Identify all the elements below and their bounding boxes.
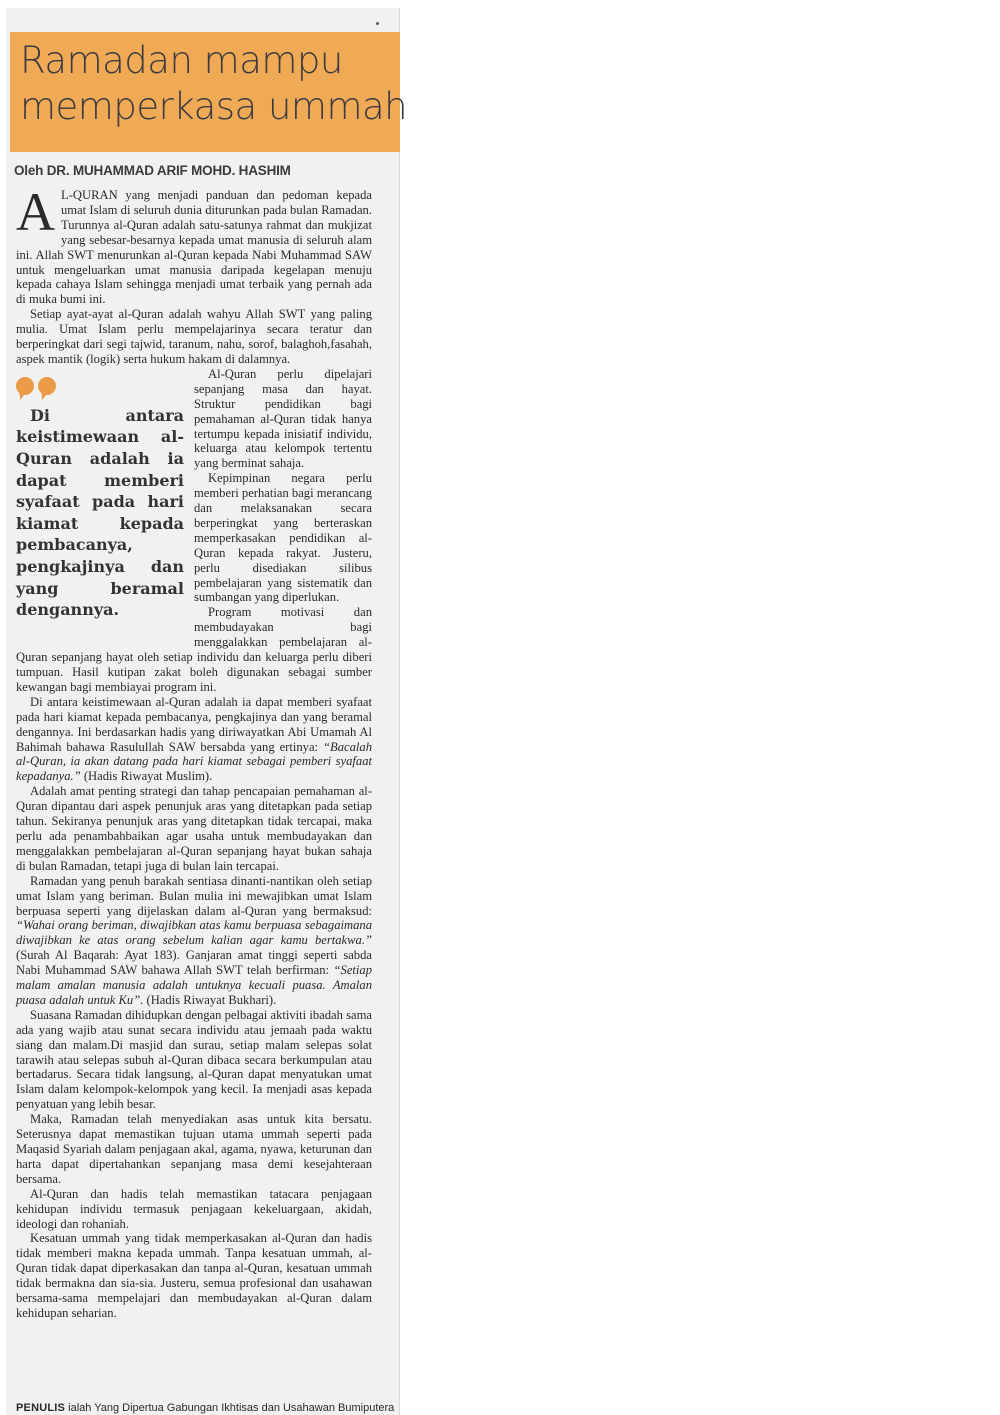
- paragraph-5: Program motivasi dan membudayakan bagi menggalakkan pembelajaran al-Quran sepanjang hayat oleh setiap individu dan keluarga perlu diberi tumpuan. Hasil kutipan zakat boleh digunakan sebagai sumber kewangan bagi membiayai program ini.: [16, 605, 372, 694]
- byline: Oleh DR. MUHAMMAD ARIF MOHD. HASHIM: [14, 163, 291, 178]
- paragraph-1-text: L-QURAN yang menjadi panduan dan pedoman kepada umat Islam di seluruh dunia diturunkan pada bulan Ramadan. Turunnya al-Quran adalah satu-satunya rahmat dan mukjizat yang sebesar-besarnya kepada umat manusia di seluruh alam ini. Allah SWT menurunkan al-Quran kepada Nabi Muhammad SAW untuk mengeluarkan umat manusia daripada kegelapan menuju kepada cahaya Islam sehingga menjadi umat terbaik yang pernah ada di muka bumi ini.: [16, 188, 372, 307]
- paragraph-8-tail: (Hadis Riwayat Bukhari).: [143, 992, 277, 1007]
- pull-quote-text: Di antara keistimewaan al-Quran adalah ia dapat memberi syafaat pada hari kiamat kepada pembacanya, pengkajinya dan yang beramal dengannya.: [16, 405, 184, 620]
- paragraph-10: Maka, Ramadan telah menyediakan asas untuk kita bersatu. Seterusnya dapat memastikan tujuan utama ummah seperti pada Maqasid Syariah dalam penjagaan akal, agama, nyawa, keturunan dan harta dapat dipertahankan sepanjang masa demi kesejahteraan bersama.: [16, 1112, 372, 1186]
- paragraph-12: Kesatuan ummah yang tidak memperkasakan al-Quran dan hadis tidak memberi makna kepada ummah. Tanpa kesatuan ummah, al-Quran tidak dapat diperkasakan dan tanpa al-Quran, kesatuan ummah tidak bermakna dan sia-sia. Justeru, semua profesional dan usahawan bersama-sama mempelajari dan membudayakan al-Quran dalam kehidupan seharian.: [16, 1231, 372, 1320]
- headline-line-2: memperkasa ummah: [20, 85, 408, 128]
- article-headline: [20, 38, 408, 130]
- paragraph-6: [16, 695, 372, 784]
- writer-note: [16, 1402, 396, 1414]
- headline-line-1: Ramadan mampu: [20, 39, 343, 82]
- paragraph-1: [16, 182, 372, 307]
- paragraph-7: Adalah amat penting strategi dan tahap pencapaian pemahaman al-Quran dipantau dari aspek penunjuk aras yang ditetapkan pada setiap tahun. Sekiranya penunjuk aras yang ditetapkan tidak tercapai, maka perlu ada penambahbaikan agar usaha untuk membudayakan dan menggalakkan pembelajaran al-Quran sepanjang hayat bukan sahaja di bulan Ramadan, tetapi juga di bulan lain tercapai.: [16, 784, 372, 873]
- article-body: [16, 182, 372, 1321]
- drop-cap: A: [16, 182, 55, 242]
- pull-quote: [16, 373, 184, 643]
- quran-verse-quote: “Wahai orang beriman, diwajibkan atas kamu berpuasa sebagaimana diwajibkan ke atas orang sebelum kalian agar kamu bertakwa.”: [16, 918, 372, 948]
- paragraph-6-tail: (Hadis Riwayat Muslim).: [80, 769, 213, 784]
- quote-mark-icon: [38, 377, 56, 395]
- paper-speck: [376, 22, 379, 25]
- paragraph-2: Setiap ayat-ayat al-Quran adalah wahyu Allah SWT yang paling mulia. Umat Islam perlu mempelajarinya secara teratur dan berperingkat dari segi tajwid, taranum, nahu, sorof, balaghoh,fasahah, aspek mantik (logik) serta hukum hakam di dalamnya.: [16, 307, 372, 366]
- quote-marks-icon: [16, 373, 184, 405]
- paragraph-8-mid: (Surah Al Baqarah: Ayat 183). Ganjaran amat tinggi seperti sabda Nabi Muhammad SAW bahawa Allah SWT telah berfirman:: [16, 948, 372, 978]
- writer-label: PENULIS: [16, 1402, 66, 1414]
- paragraph-4: Kepimpinan negara perlu memberi perhatian bagi merancang dan melaksanakan secara berperingkat yang berteraskan memperkasakan pendidikan al-Quran kepada rakyat. Justeru, perlu disediakan silibus pembelajaran yang sistematik dan sumbangan yang diperlukan.: [194, 471, 372, 605]
- paragraph-11: Al-Quran dan hadis telah memastikan tatacara penjagaan kehidupan individu termasuk penjagaan kekeluargaan, akidah, ideologi dan rohaniah.: [16, 1186, 372, 1231]
- paragraph-8: [16, 874, 372, 1008]
- paragraph-3: Al-Quran perlu dipelajari sepanjang masa dan hayat. Struktur pendidikan bagi pemahaman al-Quran tidak hanya tertumpu kepada inisiatif individu, keluarga atau kelompok tertentu yang berminat sahaja.: [194, 366, 372, 471]
- hadith-quote: “Bacalah al-Quran, ia akan datang pada hari kiamat sebagai pemberi syafaat kepadanya.”: [16, 739, 372, 784]
- paragraph-8-text: Ramadan yang penuh barakah sentiasa dinanti-nantikan oleh setiap umat Islam yang beriman. Bulan mulia ini mewajibkan umat Islam berpuasa seperti yang dijelaskan dalam al-Quran yang bermaksud:: [16, 873, 372, 918]
- writer-text: ialah Yang Dipertua Gabungan Ikhtisas dan Usahawan Bumiputera: [65, 1402, 395, 1414]
- hadith-qudsi-quote: “Setiap malam amalan manusia adalah untuknya kecuali puasa. Amalan puasa adalah untuk Ku”.: [16, 963, 372, 1007]
- paragraph-6-text: Di antara keistimewaan al-Quran adalah ia dapat memberi syafaat pada hari kiamat kepada pembacanya, pengkajinya dan yang beramal dengannya. Ini berdasarkan hadis yang diriwayatkan Abi Umamah Al Bahimah bahawa Rasulullah SAW bersabda yang ertinya:: [16, 694, 372, 754]
- quote-mark-icon: [16, 377, 34, 395]
- paragraph-9: Suasana Ramadan dihidupkan dengan pelbagai aktiviti ibadah sama ada yang wajib atau sunat secara individu atau jemaah pada waktu siang dan malam.Di masjid dan surau, setiap malam selepas solat tarawih atau selepas subuh al-Quran dibaca secara berkumpulan atau bertadarus. Secara tidak langsung, al-Quran dapat menyatukan umat Islam dalam kelompok-kelompok yang kecil. Ia menjadi asas kepada penyatuan yang lebih besar.: [16, 1007, 372, 1112]
